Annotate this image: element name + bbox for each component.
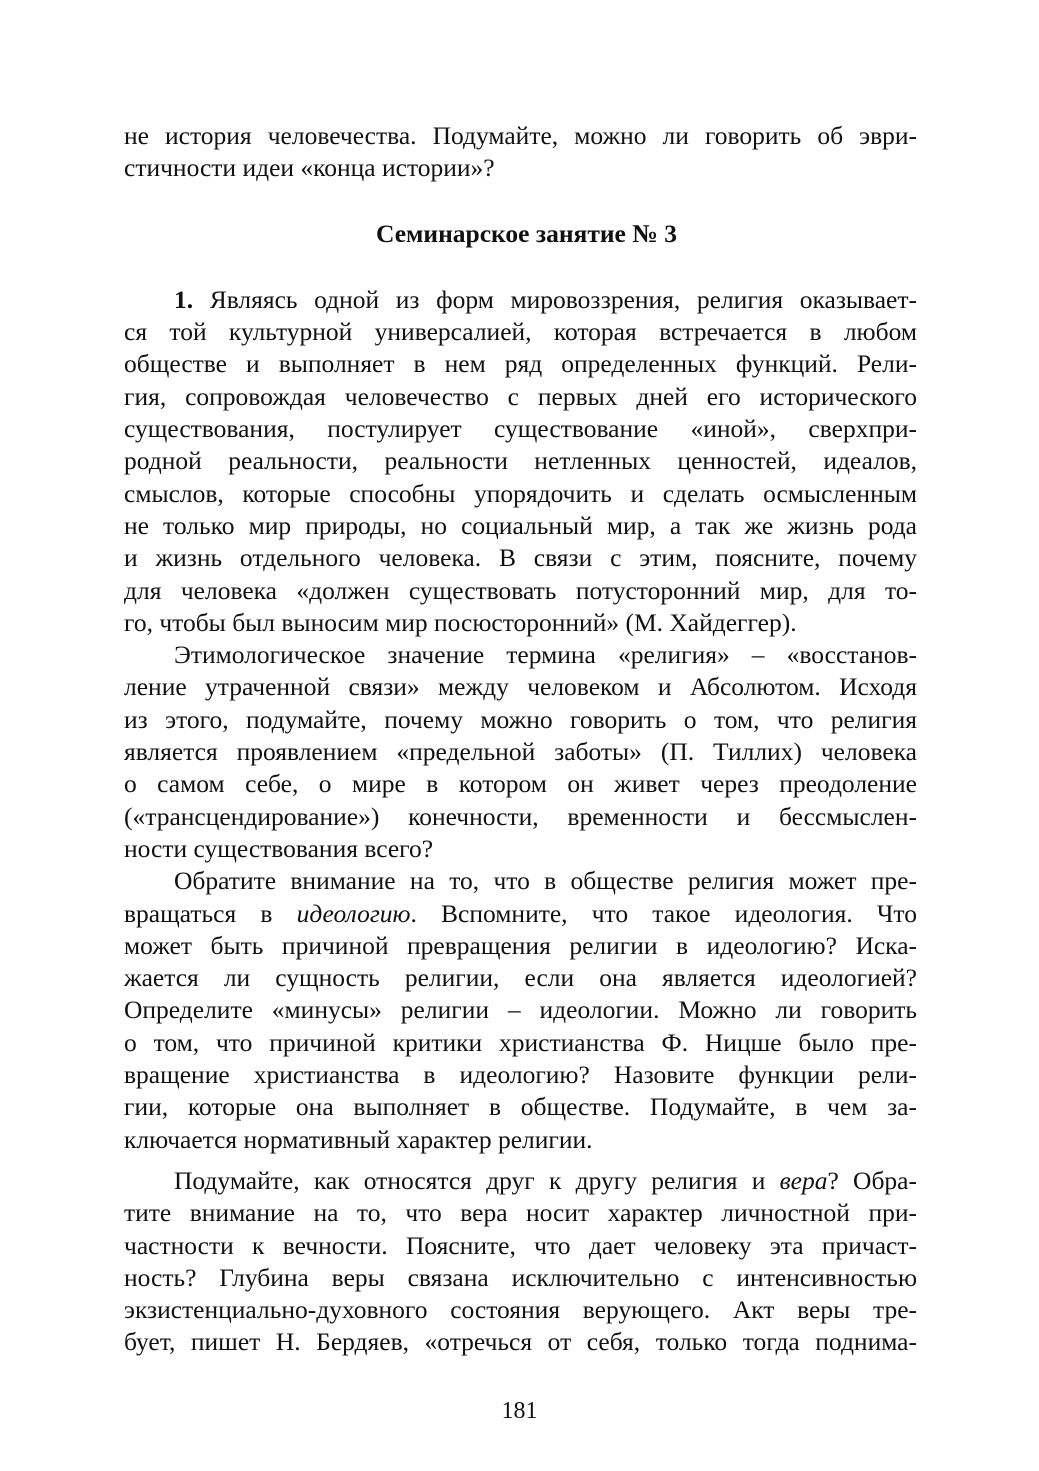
- p2-line-7: ности существования всего?: [124, 833, 434, 863]
- intro-line-2: стичности идеи «конца истории»?: [124, 153, 495, 183]
- page-body: [124, 120, 917, 1359]
- p3-line-3: может быть причиной превращения религии в идеологию? Иска-: [124, 930, 917, 960]
- p2-line-2: ление утраченной связи» между человеком и Абсолютом. Исходя: [124, 672, 917, 702]
- p1-line-6: родной реальности, реальности нетленных ценностей, идеалов,: [124, 446, 917, 476]
- p1-line-10: для человека «должен существовать потусторонний мир, для то-: [124, 575, 917, 605]
- p1-line-1: [124, 284, 917, 316]
- p1-line-9: и жизнь отдельного человека. В связи с этим, поясните, почему: [124, 543, 917, 573]
- p4-line-5: экзистенциально-духовного состояния верующего. Акт веры тре-: [124, 1295, 917, 1325]
- p1-line-1-text: Являясь одной из форм мировоззрения, религия оказывает-: [193, 284, 917, 314]
- p3-line-5: Определите «минусы» религии – идеологии. Можно ли говорить: [124, 995, 917, 1025]
- p2-line-5: о самом себе, о мире в котором он живет через преодоление: [124, 769, 917, 799]
- p3-line-2: [124, 898, 917, 930]
- p4-line-4: ность? Глубина веры связана исключительно с интенсивностью: [124, 1262, 917, 1292]
- p4-line-1: [124, 1165, 917, 1197]
- p2-line-4: является проявлением «предельной заботы» (П. Тиллих) человека: [124, 737, 917, 767]
- p4-line-1-end: ? Обра-: [827, 1165, 917, 1195]
- p4-line-1-start: Подумайте, как относятся друг к другу религия и: [174, 1165, 780, 1195]
- emphasis-faith: вера: [779, 1165, 828, 1195]
- p3-line-9: ключается нормативный характер религии.: [124, 1124, 593, 1154]
- p3-line-8: гии, которые она выполняет в обществе. Подумайте, в чем за-: [124, 1092, 917, 1122]
- section-heading: Семинарское занятие № 3: [376, 218, 677, 248]
- p1-line-3: обществе и выполняет в нем ряд определенных функций. Рели-: [124, 349, 917, 379]
- p2-line-1: Этимологическое значение термина «религия» – «восстанов-: [174, 640, 917, 670]
- page-number: 181: [501, 1398, 538, 1424]
- p4-line-6: бует, пишет Н. Бердяев, «отречься от себя, только тогда поднима-: [124, 1327, 917, 1357]
- p1-line-5: существования, постулирует существование «иной», сверхпри-: [124, 414, 917, 444]
- p4-line-3: частности к вечности. Поясните, что дает человеку эта причаст-: [124, 1230, 917, 1260]
- p4-line-2: тите внимание на то, что вера носит характер личностной при-: [124, 1198, 917, 1228]
- p3-line-2-start: вращаться в: [124, 898, 297, 928]
- p2-line-6: («трансцендирование») конечности, временности и бессмыслен-: [124, 801, 917, 831]
- item-number: 1.: [174, 284, 194, 314]
- p3-line-2-end: . Вспомните, что такое идеология. Что: [410, 898, 917, 928]
- p1-line-11: го, чтобы был выносим мир посюсторонний» (М. Хайдеггер).: [124, 607, 797, 637]
- p1-line-4: гия, сопровождая человечество с первых дней его исторического: [124, 381, 917, 411]
- p2-line-3: из этого, подумайте, почему можно говорить о том, что религия: [124, 704, 917, 734]
- emphasis-ideology: идеологию: [296, 898, 411, 928]
- paragraph-gap: [124, 1156, 917, 1165]
- p3-line-4: жается ли сущность религии, если она является идеологией?: [124, 963, 917, 993]
- p3-line-7: вращение христианства в идеологию? Назовите функции рели-: [124, 1060, 917, 1090]
- p1-line-8: не только мир природы, но социальный мир, а так же жизнь рода: [124, 510, 917, 540]
- p3-line-6: о том, что причиной критики христианства Ф. Ницше было пре-: [124, 1027, 917, 1057]
- p1-line-7: смыслов, которые способны упорядочить и сделать осмысленным: [124, 478, 917, 508]
- intro-line-1: не история человечества. Подумайте, можно ли говорить об эври-: [124, 121, 917, 150]
- p1-line-2: ся той культурной универсалией, которая встречается в любом: [124, 317, 917, 347]
- p3-line-1: Обратите внимание на то, что в обществе религия может пре-: [174, 866, 917, 896]
